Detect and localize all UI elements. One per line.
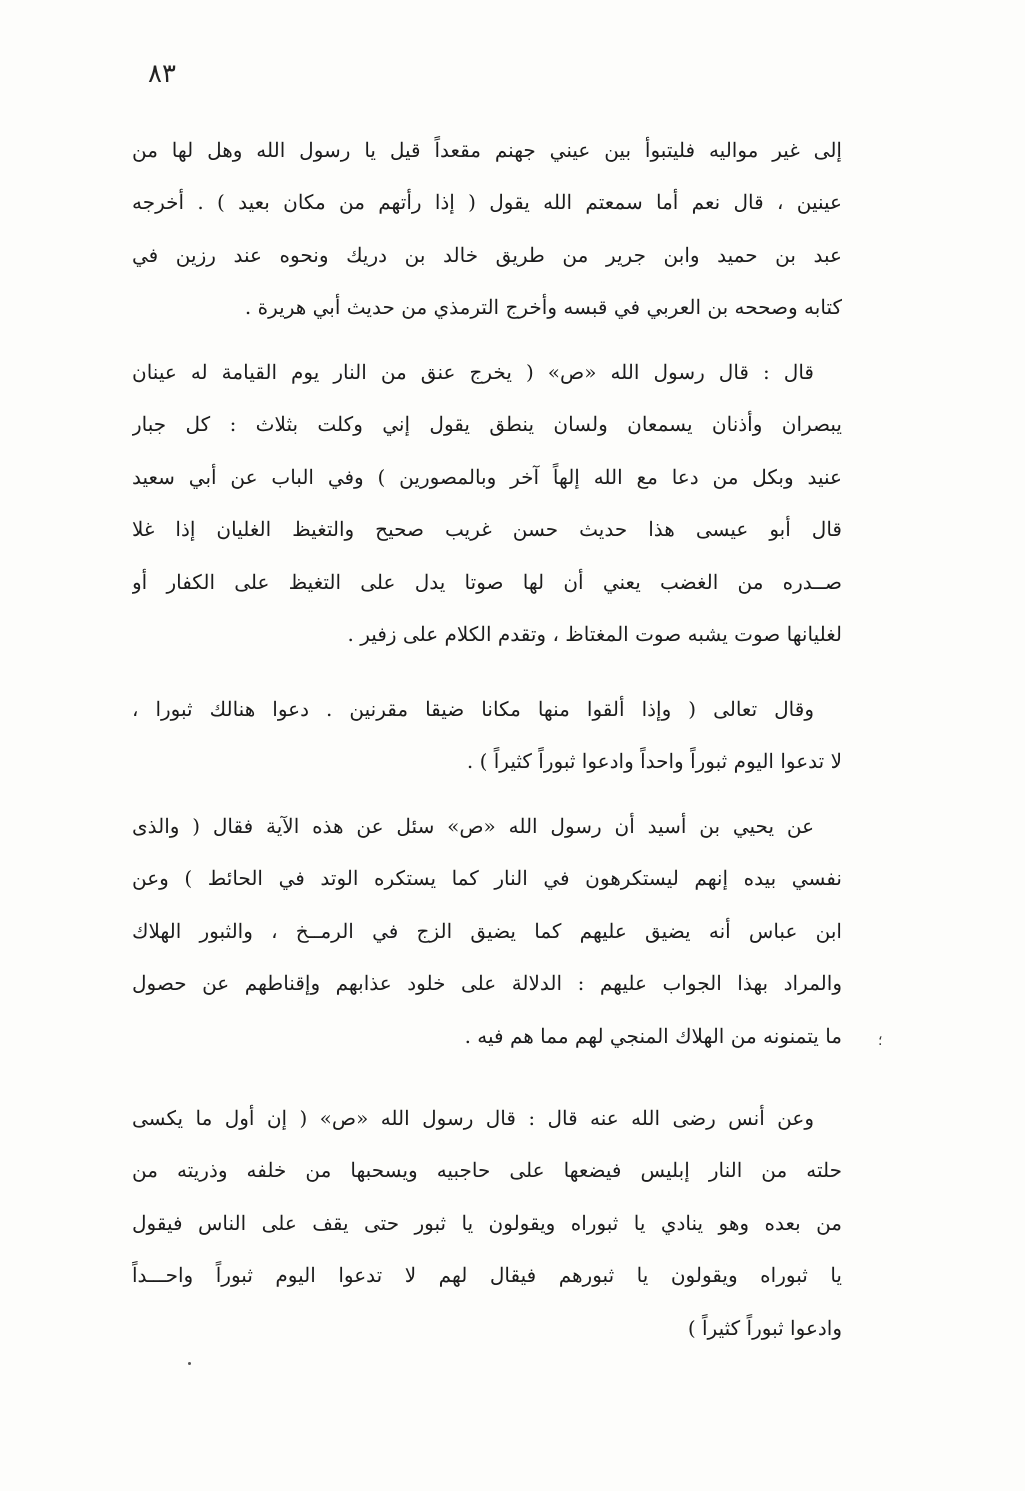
text-line: عبد بن حميد وابن جرير من طريق خالد بن دريك ونحوه عند رزين في [132, 242, 842, 267]
text-line: لا تدعوا اليوم ثبوراً واحداً وادعوا ثبوراً كثيراً ) . [466, 749, 842, 774]
paragraph-4 [132, 800, 842, 1062]
text-line: عنيد وبكل من دعا مع الله إلهاً آخر وبالمصورين ) وفي الباب عن أبي سعيد [132, 464, 842, 489]
text-line: كتابه وصححه بن العربي في قبسه وأخرج الترمذي من حديث أبي هريرة . [244, 295, 842, 320]
text-line: عينين ، قال نعم أما سمعتم الله يقول ( إذا رأتهم من مكان بعيد ) . أخرجه [132, 190, 842, 215]
text-line: وقال تعالى ( وإذا ألقوا منها مكانا ضيقا مقرنين . دعوا هنالك ثبورا ، [132, 697, 814, 721]
text-line: لغليانها صوت يشبه صوت المغتاظ ، وتقدم الكلام على زفير . [347, 621, 842, 646]
text-line: إلى غير مواليه فليتبوأ بين عيني جهنم مقعداً قيل يا رسول الله وهل لها من [132, 138, 842, 162]
page-number: ٨٣ [148, 59, 176, 89]
text-line: ما يتمنونه من الهلاك المنجي لهم مما هم فيه . [464, 1023, 842, 1048]
text-line: وعن أنس رضى الله عنه قال : قال رسول الله «ص» ( إن أول ما يكسى [132, 1106, 814, 1130]
text-line: وادعوا ثبوراً كثيراً ) [687, 1315, 842, 1340]
text-line: نفسي بيده إنهم ليستكرهون في النار كما يستكره الوتد في الحائط ) وعن [132, 866, 842, 891]
text-line: صــدره من الغضب يعني أن لها صوتا يدل على التغيظ على الكفار أو [132, 569, 842, 594]
text-line: والمراد بهذا الجواب عليهم : الدلالة على خلود عذابهم وإقناطهم عن حصول [132, 971, 842, 996]
margin-mark: ؛ [878, 1033, 883, 1049]
text-line: عن يحيي بن أسيد أن رسول الله «ص» سئل عن هذه الآية فقال ( والذى [132, 814, 814, 838]
text-line: قال أبو عيسى هذا حديث حسن غريب صحيح والتغيظ الغليان إذا غلا [132, 517, 842, 542]
text-line: يا ثبوراه ويقولون يا ثبورهم فيقال لهم لا تدعوا اليوم ثبوراً واحـــداً [132, 1263, 842, 1288]
paragraph-3 [132, 683, 842, 788]
paragraph-5 [132, 1092, 842, 1354]
text-line: حلته من النار إبليس فيضعها على حاجبيه ويسحبها من خلفه وذريته من [132, 1158, 842, 1183]
text-line: من بعده وهو ينادي يا ثبوراه ويقولون يا ثبور حتى يقف على الناس فيقول [132, 1210, 842, 1235]
text-line: يبصران وأذنان يسمعان ولسان ينطق يقول إني وكلت بثلاث : كل جبار [132, 412, 842, 437]
print-speck [188, 1362, 191, 1365]
paragraph-1 [132, 124, 842, 334]
text-line: ابن عباس أنه يضيق عليهم كما يضيق الزج في الرمــخ ، والثبور الهلاك [132, 918, 842, 943]
paragraph-2 [132, 346, 842, 660]
text-line: قال : قال رسول الله «ص» ( يخرج عنق من النار يوم القيامة له عينان [132, 360, 814, 384]
